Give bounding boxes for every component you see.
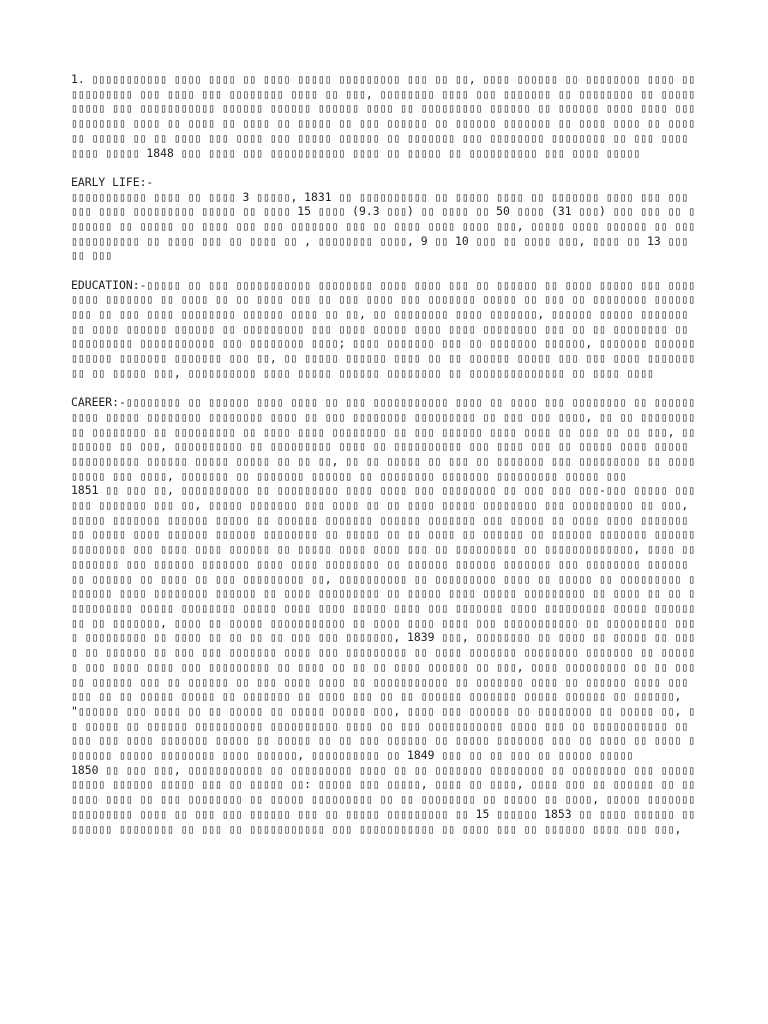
paragraph-gap — [71, 263, 701, 278]
section-career: CAREER:-▯▯▯▯▯▯▯▯ ▯▯ ▯▯▯▯▯▯ ▯▯▯▯ ▯▯▯▯ ▯▯ ▯▯▯ ▯▯▯▯▯▯▯▯▯▯▯ ▯▯▯▯ ▯▯ ▯▯▯▯ ▯▯▯ ▯▯▯▯▯▯▯▯ ▯▯ ▯▯▯▯▯▯ ▯▯▯▯ ▯▯▯▯▯ ▯▯▯▯▯▯▯▯ ▯▯▯▯▯▯▯▯ ▯▯▯▯ ▯▯ ▯▯▯ ▯▯▯▯▯▯▯▯ ▯▯▯▯▯▯▯▯▯ ▯▯ ▯▯▯ ▯▯▯ ▯▯▯▯, ▯▯ ▯▯ ▯▯▯▯▯▯▯▯▯▯ ▯▯▯▯▯▯▯▯ ▯▯ ▯▯▯▯▯▯▯▯▯ ▯▯ ▯▯▯▯ ▯▯▯▯ ▯▯▯▯▯▯▯▯ ▯▯ ▯▯▯ ▯▯▯▯▯▯ ▯▯▯▯ ▯▯▯▯ ▯▯ ▯▯▯ ▯▯ ▯▯ ▯▯▯, ▯▯▯▯▯▯▯▯ ▯▯ ▯▯▯, ▯▯▯▯▯▯▯▯▯▯ ▯▯ ▯▯▯▯▯▯▯▯▯ ▯▯▯▯ ▯▯ ▯▯▯▯▯▯▯▯▯▯ ▯▯▯ ▯▯▯▯ ▯▯▯ ▯▯ ▯▯▯▯▯ ▯▯▯▯ ▯▯▯▯▯ ▯▯▯▯▯▯▯▯▯▯ ▯▯▯▯▯▯ ▯▯▯▯▯ ▯▯▯▯▯ ▯▯ ▯▯ ▯▯, ▯▯ ▯▯ ▯▯▯▯▯ ▯▯ ▯▯▯ ▯▯ ▯▯▯▯▯▯▯ ▯▯▯ ▯▯▯▯▯▯▯▯▯ ▯▯ ▯▯▯▯▯▯▯▯▯ ▯▯▯ ▯▯▯▯, ▯▯▯▯▯▯▯ ▯▯ ▯▯▯▯▯▯▯ ▯▯▯▯▯▯ ▯▯ ▯▯▯▯▯▯▯▯ ▯▯▯▯▯▯▯ ▯▯▯▯▯▯▯▯▯ ▯▯▯▯▯ ▯▯▯ 1851 ▯▯ ▯▯▯ ▯▯, ▯▯▯▯▯▯▯▯▯▯ ▯▯ ▯▯▯▯▯▯▯▯▯ ▯▯▯▯ ▯▯▯▯ ▯▯▯ ▯▯▯▯▯▯▯▯ ▯▯ ▯▯▯ ▯▯▯ ▯▯▯-▯▯▯ ▯▯▯▯▯ ▯▯▯ ▯▯▯ ▯▯▯▯▯▯▯ ▯▯▯ ▯▯, ▯▯▯▯▯ ▯▯▯▯▯▯▯ ▯▯▯ ▯▯▯▯ ▯▯ ▯▯ ▯▯▯▯ ▯▯▯▯▯ ▯▯▯▯▯▯▯▯ ▯▯▯ ▯▯▯▯▯▯▯▯▯ ▯▯ ▯▯▯, ▯▯▯▯▯ ▯▯▯▯▯▯▯ ▯▯▯▯▯▯ ▯▯▯▯▯ ▯▯ ▯▯▯▯▯▯ ▯▯▯▯▯▯▯ ▯▯▯▯▯▯ ▯▯▯▯▯▯▯ ▯▯▯ ▯▯▯▯▯ ▯▯ ▯▯▯▯ ▯▯▯▯ ▯▯▯▯▯▯▯ ▯▯ ▯▯▯▯▯ ▯▯▯▯ ▯▯▯▯▯▯ ▯▯▯▯▯▯ ▯▯▯▯▯▯▯▯ ▯▯ ▯▯▯▯▯ ▯▯ ▯▯ ▯▯▯▯ ▯▯ ▯▯▯▯▯▯ ▯▯ ▯▯▯▯▯▯ ▯▯▯▯▯▯▯ ▯▯▯▯▯▯ ▯▯▯▯▯▯▯▯ ▯▯▯ ▯▯▯▯ ▯▯▯▯ ▯▯▯▯▯▯ ▯▯ ▯▯▯▯▯ ▯▯▯▯ ▯▯▯▯ ▯▯▯ ▯▯ ▯▯▯▯▯▯▯▯▯ ▯▯ ▯▯▯▯▯▯▯▯▯▯▯▯▯, ▯▯▯▯ ▯▯ ▯▯▯▯▯▯▯ ▯▯▯ ▯▯▯▯▯▯ ▯▯▯▯▯▯▯ ▯▯▯▯ ▯▯▯▯ ▯▯▯▯▯▯▯▯ ▯▯ ▯▯▯▯▯▯ ▯▯▯▯▯▯ ▯▯▯▯▯▯▯ ▯▯▯ ▯▯▯▯▯▯▯▯ ▯▯▯▯▯▯ ▯▯ ▯▯▯▯▯▯ ▯▯ ▯▯▯▯ ▯▯ ▯▯▯ ▯▯▯▯▯▯▯▯▯ ▯▯, ▯▯▯▯▯▯▯▯▯▯ ▯▯ ▯▯▯▯▯▯▯▯▯ ▯▯▯▯ ▯▯ ▯▯▯▯▯ ▯▯ ▯▯▯▯▯▯▯▯▯ ▯▯▯▯▯▯▯ ▯▯▯▯ ▯▯▯▯▯▯▯▯ ▯▯▯▯▯▯ ▯▯ ▯▯▯▯ ▯▯▯▯▯▯▯▯▯ ▯▯ ▯▯▯▯▯ ▯▯▯▯ ▯▯▯▯▯ ▯▯▯▯▯▯▯▯▯ ▯▯ ▯▯▯▯ ▯▯ ▯▯ ▯▯▯▯▯▯▯▯▯▯ ▯▯▯▯▯ ▯▯▯▯▯▯▯▯ ▯▯▯▯▯ ▯▯▯▯ ▯▯▯▯ ▯▯▯▯▯ ▯▯▯▯ ▯▯▯ ▯▯▯▯▯▯▯ ▯▯▯▯ ▯▯▯▯▯▯▯▯▯ ▯▯▯▯▯ ▯▯▯▯▯▯ ▯▯ ▯▯ ▯▯▯▯▯▯▯, ▯▯▯▯ ▯▯ ▯▯▯▯▯ ▯▯▯▯▯▯▯▯▯▯▯ ▯▯ ▯▯▯▯ ▯▯▯▯ ▯▯▯▯ ▯▯▯ ▯▯▯▯▯▯▯▯▯▯▯ ▯▯ ▯▯▯▯▯▯▯▯▯ ▯▯▯▯ ▯▯▯▯▯▯▯▯▯ ▯▯ ▯▯▯▯ ▯▯ ▯▯ ▯▯ ▯▯ ▯▯▯ ▯▯▯ ▯▯▯▯▯▯▯, 1839 ▯▯▯, ▯▯▯▯▯▯▯▯ ▯▯ ▯▯▯▯ ▯▯ ▯▯▯▯▯ ▯▯ ▯▯▯▯ ▯▯ ▯▯▯▯▯▯ ▯▯ ▯▯▯ ▯▯▯ ▯▯▯▯▯▯▯ ▯▯▯▯ ▯▯▯ ▯▯▯▯▯▯▯▯▯ ▯▯ ▯▯▯▯ ▯▯▯▯▯▯▯ ▯▯▯▯▯▯▯▯ ▯▯▯▯▯▯▯ ▯▯ ▯▯▯▯▯▯ ▯▯▯ ▯▯▯▯ ▯▯▯▯ ▯▯▯ ▯▯▯▯▯▯▯▯▯ ▯▯ ▯▯▯▯ ▯▯ ▯▯ ▯▯ ▯▯▯▯ ▯▯▯▯▯▯ ▯▯ ▯▯▯, ▯▯▯▯ ▯▯▯▯▯▯▯▯▯ ▯▯ ▯▯ ▯▯▯▯▯ ▯▯▯▯▯▯ ▯▯▯ ▯▯ ▯▯▯▯▯▯ ▯▯ ▯▯▯ ▯▯▯▯ ▯▯▯▯ ▯▯ ▯▯▯▯▯▯▯▯▯▯▯ ▯▯ ▯▯▯▯▯▯▯ ▯▯▯▯ ▯▯ ▯▯▯▯▯▯ ▯▯▯▯ ▯▯▯ ▯▯▯ ▯▯ ▯▯ ▯▯▯▯▯ ▯▯▯▯▯ ▯▯ ▯▯▯▯▯▯▯ ▯▯ ▯▯▯▯ ▯▯▯ ▯▯ ▯▯ ▯▯▯▯▯▯ ▯▯▯▯▯▯▯ ▯▯▯▯▯ ▯▯▯▯▯▯ ▯▯ ▯▯▯▯▯▯, "▯▯▯▯▯▯ ▯▯▯ ▯▯▯▯ ▯▯ ▯▯ ▯▯▯▯▯ ▯▯ ▯▯▯▯▯ ▯▯▯▯▯ ▯▯▯, ▯▯▯▯ ▯▯▯ ▯▯▯▯▯▯ ▯▯ ▯▯▯▯▯▯▯▯ ▯▯ ▯▯▯▯▯ ▯▯, ▯▯ ▯▯▯▯▯ ▯▯ ▯▯▯▯▯▯ ▯▯▯▯▯▯▯▯▯▯ ▯▯▯▯▯▯▯▯▯▯ ▯▯▯▯ ▯▯ ▯▯▯ ▯▯▯▯▯▯▯▯▯▯▯ ▯▯▯▯ ▯▯▯ ▯▯ ▯▯▯▯▯▯▯▯▯▯▯ ▯▯ ▯▯▯ ▯▯▯ ▯▯▯▯ ▯▯▯▯▯▯▯ ▯▯▯▯▯ ▯▯ ▯▯▯▯▯ ▯▯ ▯▯ ▯▯▯ ▯▯▯▯▯▯ ▯▯ ▯▯▯▯▯ ▯▯▯▯▯▯▯ ▯▯▯ ▯▯ ▯▯▯▯ ▯▯ ▯▯▯▯ ▯▯▯▯▯▯▯ ▯▯▯▯▯ ▯▯▯▯▯▯▯▯ ▯▯▯▯ ▯▯▯▯▯▯, ▯▯▯▯▯▯▯▯▯▯ ▯▯ 1849 ▯▯▯ ▯▯ ▯▯ ▯▯▯ ▯▯ ▯▯▯▯▯ ▯▯▯▯▯ 1850 ▯▯ ▯▯▯ ▯▯▯, ▯▯▯▯▯▯▯▯▯▯▯ ▯▯ ▯▯▯▯▯▯▯▯▯ ▯▯▯▯ ▯▯ ▯▯ ▯▯▯▯▯▯▯ ▯▯▯▯▯▯▯▯ ▯▯ ▯▯▯▯▯▯▯▯ ▯▯▯ ▯▯▯▯▯▯▯▯▯▯ ▯▯▯▯▯▯ ▯▯▯▯▯ ▯▯▯ ▯▯ ▯▯▯▯▯ ▯▯: ▯▯▯▯▯ ▯▯▯ ▯▯▯▯▯, ▯▯▯▯ ▯▯ ▯▯▯▯, ▯▯▯▯ ▯▯▯ ▯▯ ▯▯▯▯▯▯ ▯▯ ▯▯▯▯▯▯ ▯▯▯▯ ▯▯ ▯▯▯ ▯▯▯▯▯▯▯▯ ▯▯ ▯▯▯▯▯ ▯▯▯▯▯▯▯▯▯ ▯▯ ▯▯ ▯▯▯▯▯▯▯▯ ▯▯ ▯▯▯▯▯ ▯▯ ▯▯▯▯, ▯▯▯▯▯ ▯▯▯▯▯▯▯ ▯▯▯▯▯▯▯▯▯ ▯▯▯▯ ▯▯ ▯▯▯ ▯▯▯ ▯▯▯▯▯▯ ▯▯▯ ▯▯ ▯▯▯▯▯ ▯▯▯▯▯▯▯▯▯ ▯▯ 15 ▯▯▯▯▯▯ 1853 ▯▯ ▯▯▯▯ ▯▯▯▯▯▯ ▯▯▯▯▯▯▯▯ ▯▯▯▯▯▯▯▯ ▯▯ ▯▯▯ ▯▯ ▯▯▯▯▯▯▯▯▯▯▯ ▯▯▯ ▯▯▯▯▯▯▯▯▯▯▯ ▯▯ ▯▯▯▯ ▯▯▯ ▯▯ ▯▯▯▯▯▯ ▯▯▯▯ ▯▯▯ ▯▯▯, — [71, 395, 696, 836]
document-page — [71, 72, 701, 836]
section-early-life: EARLY LIFE:- ▯▯▯▯▯▯▯▯▯▯▯ ▯▯▯▯ ▯▯ ▯▯▯▯ 3 ▯▯▯▯▯, 1831 ▯▯ ▯▯▯▯▯▯▯▯▯▯ ▯▯ ▯▯▯▯▯ ▯▯▯▯ ▯▯ ▯▯▯▯▯▯▯ ▯▯▯▯ ▯▯▯ ▯▯▯ ▯▯▯ ▯▯▯▯ ▯▯▯▯▯▯▯▯▯ ▯▯▯▯▯ ▯▯ ▯▯▯▯ 15 ▯▯▯▯ (9.3 ▯▯▯) ▯▯ ▯▯▯▯ ▯▯ 50 ▯▯▯▯ (31 ▯▯▯) ▯▯▯ ▯▯▯ ▯▯ ▯▯▯▯▯▯▯ ▯▯ ▯▯▯▯▯ ▯▯ ▯▯▯▯ ▯▯▯ ▯▯▯ ▯▯▯▯▯▯▯ ▯▯▯ ▯▯ ▯▯▯▯ ▯▯▯▯ ▯▯▯▯ ▯▯▯, ▯▯▯▯▯ ▯▯▯▯ ▯▯▯▯▯▯ ▯▯ ▯▯▯▯▯▯▯▯▯▯▯▯▯ ▯▯ ▯▯▯▯ ▯▯▯ ▯▯ ▯▯▯▯ ▯▯ , ▯▯▯▯▯▯▯▯ ▯▯▯▯, 9 ▯▯ 10 ▯▯▯ ▯▯ ▯▯▯▯ ▯▯▯, ▯▯▯▯ ▯▯ 13 ▯▯▯ ▯▯ ▯▯▯ — [71, 174, 696, 263]
paragraph-gap — [71, 381, 701, 396]
paragraph-gap — [71, 160, 701, 175]
section-education: EDUCATION:-▯▯▯▯▯ ▯▯ ▯▯▯ ▯▯▯▯▯▯▯▯▯▯▯ ▯▯▯▯▯▯▯▯ ▯▯▯▯ ▯▯▯▯ ▯▯▯ ▯▯ ▯▯▯▯▯▯ ▯▯ ▯▯▯▯ ▯▯▯▯▯ ▯▯▯ ▯▯▯▯▯▯▯▯ ▯▯▯▯▯▯▯ ▯▯ ▯▯▯▯ ▯▯ ▯▯ ▯▯▯▯ ▯▯▯ ▯▯ ▯▯▯ ▯▯▯▯ ▯▯▯ ▯▯▯▯▯▯▯ ▯▯▯▯▯ ▯▯ ▯▯▯ ▯▯ ▯▯▯▯▯▯▯▯ ▯▯▯▯▯▯▯▯▯ ▯▯ ▯▯▯ ▯▯▯▯ ▯▯▯▯▯▯▯▯ ▯▯▯▯▯▯ ▯▯▯▯ ▯▯ ▯▯, ▯▯ ▯▯▯▯▯▯▯▯ ▯▯▯▯ ▯▯▯▯▯▯▯, ▯▯▯▯▯▯ ▯▯▯▯▯ ▯▯▯▯▯▯▯ ▯▯ ▯▯▯▯ ▯▯▯▯▯▯ ▯▯▯▯▯▯ ▯▯ ▯▯▯▯▯▯▯▯▯ ▯▯▯ ▯▯▯▯ ▯▯▯▯▯ ▯▯▯▯ ▯▯▯▯ ▯▯▯▯▯▯▯▯ ▯▯▯ ▯▯ ▯▯ ▯▯▯▯▯▯▯▯ ▯▯ ▯▯▯▯▯▯▯▯▯ ▯▯▯▯▯▯▯▯▯▯▯ ▯▯▯ ▯▯▯▯▯▯▯▯ ▯▯▯▯; ▯▯▯▯ ▯▯▯▯▯▯▯ ▯▯▯ ▯▯ ▯▯▯▯▯▯▯ ▯▯▯▯▯▯, ▯▯▯▯▯▯▯ ▯▯▯▯▯▯ ▯▯▯▯▯▯ ▯▯▯▯▯▯▯ ▯▯▯▯▯▯▯ ▯▯▯ ▯▯, ▯▯ ▯▯▯▯▯ ▯▯▯▯▯▯ ▯▯▯▯ ▯▯ ▯▯ ▯▯▯▯▯▯ ▯▯▯▯▯ ▯▯▯ ▯▯▯ ▯▯▯▯ ▯▯▯▯▯▯▯▯▯ ▯▯ ▯▯▯▯▯ ▯▯▯, ▯▯▯▯▯▯▯▯▯▯ ▯▯▯▯ ▯▯▯▯▯ ▯▯▯▯▯▯ ▯▯▯▯▯▯▯▯ ▯▯ ▯▯▯▯▯▯▯▯▯▯▯▯▯▯ ▯▯ ▯▯▯▯ ▯▯▯▯ — [71, 277, 702, 380]
paragraph-intro: 1. ▯▯▯▯▯▯▯▯▯▯▯ ▯▯▯▯ ▯▯▯▯ ▯▯ ▯▯▯▯ ▯▯▯▯▯ ▯▯▯▯▯▯▯▯▯ ▯▯▯ ▯▯ ▯▯, ▯▯▯▯ ▯▯▯▯▯▯ ▯▯ ▯▯▯▯▯▯▯▯ ▯▯▯▯ ▯▯▯▯▯▯▯▯▯▯▯ ▯▯▯ ▯▯▯▯ ▯▯▯ ▯▯▯▯▯▯▯▯ ▯▯▯▯ ▯▯ ▯▯▯, ▯▯▯▯▯▯▯▯ ▯▯▯▯ ▯▯▯ ▯▯▯▯▯▯▯ ▯▯ ▯▯▯▯▯▯▯▯ ▯▯ ▯▯▯▯▯ ▯▯▯▯▯ ▯▯▯ ▯▯▯▯▯▯▯▯▯▯▯ ▯▯▯▯▯▯ ▯▯▯▯▯▯ ▯▯▯▯▯▯ ▯▯▯▯ ▯▯ ▯▯▯▯▯▯▯▯▯ ▯▯▯▯▯▯ ▯▯ ▯▯▯▯▯▯ ▯▯▯▯ ▯▯▯▯ ▯▯▯ ▯▯▯▯▯▯▯▯ ▯▯▯▯ ▯▯ ▯▯▯▯ ▯▯ ▯▯▯▯ ▯▯ ▯▯▯▯▯ ▯▯ ▯▯▯ ▯▯▯▯▯▯ ▯▯ ▯▯▯▯▯▯ ▯▯▯▯▯▯▯ ▯▯ ▯▯▯▯ ▯▯▯▯ ▯▯ ▯▯▯▯▯▯ ▯▯▯▯▯ ▯▯ ▯▯ ▯▯▯▯ ▯▯▯ ▯▯▯▯ ▯▯▯ ▯▯▯▯▯ ▯▯▯▯▯▯ ▯▯ ▯▯▯▯▯▯▯ ▯▯▯ ▯▯▯▯▯▯▯▯ ▯▯▯▯▯▯▯▯ ▯▯ ▯▯▯ ▯▯▯▯ ▯▯▯▯ ▯▯▯▯▯ 1848 ▯▯▯ ▯▯▯▯ ▯▯▯ ▯▯▯▯▯▯▯▯▯▯▯ ▯▯▯▯ ▯▯ ▯▯▯▯▯ ▯▯ ▯▯▯▯▯▯▯▯▯▯ ▯▯▯ ▯▯▯▯ ▯▯▯▯▯ — [71, 72, 702, 160]
